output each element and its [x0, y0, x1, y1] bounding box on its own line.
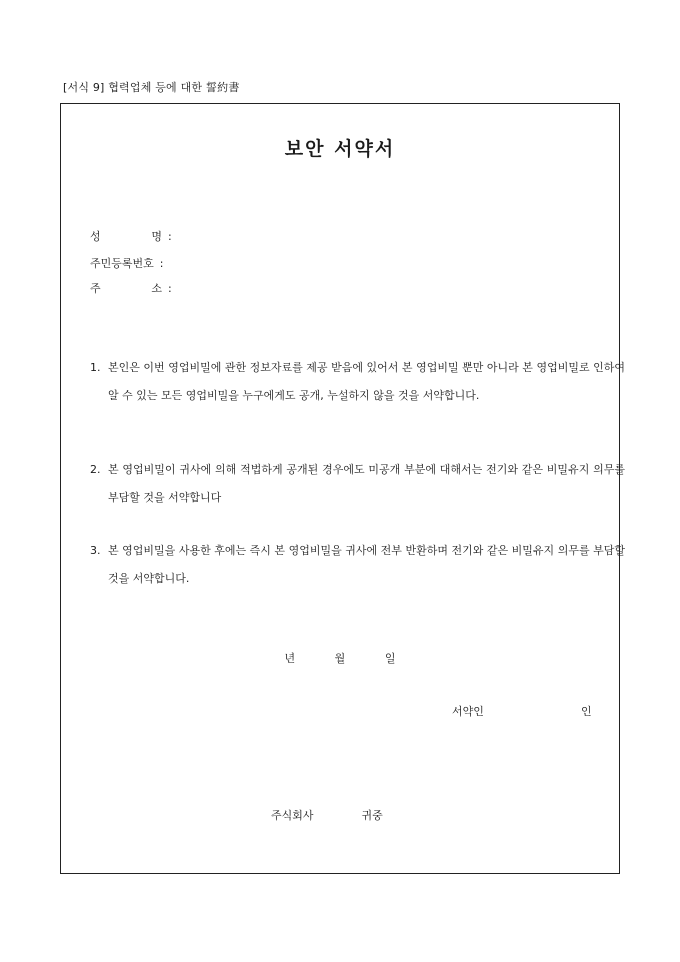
address-label: 주 소 [90, 282, 162, 295]
addressee-company: 주식회사 [271, 809, 314, 822]
clause-1-text: 본인은 이번 영업비밀에 관한 정보자료를 제공 받음에 있어서 본 영업비밀 뿐만 아니라 본 영업비밀로 인하여 알 수 있는 모든 영업비밀을 누구에게도 공개, 누설하지 않을 것을 서약합니다. [108, 361, 625, 402]
date-year-label: 년 [284, 652, 296, 665]
address-field [90, 280, 172, 296]
clause-3-text: 본 영업비밀을 사용한 후에는 즉시 본 영업비밀을 귀사에 전부 반환하며 전기와 같은 비밀유지 의무를 부담할 것을 서약합니다. [108, 544, 625, 585]
clause-3 [90, 537, 625, 592]
seal-label: 인 [581, 705, 592, 718]
name-label: 성 명 [90, 230, 162, 243]
date-month-label: 월 [334, 652, 346, 665]
form-caption: [서식 9] 협력업체 등에 대한 誓約書 [63, 81, 240, 94]
clause-1-number: 1. [90, 361, 101, 374]
clause-1 [90, 354, 625, 409]
resident-number-field [90, 255, 163, 271]
pledge-document [60, 103, 625, 874]
name-field [90, 228, 172, 244]
document-title: 보안 서약서 [284, 138, 396, 160]
addressee-honorific: 귀중 [361, 809, 383, 822]
clause-2-number: 2. [90, 463, 101, 476]
address-colon: : [168, 282, 172, 295]
date-line [61, 650, 619, 666]
name-colon: : [168, 230, 172, 243]
resident-number-label: 주민등록번호 [90, 257, 154, 270]
pledger-label: 서약인 [452, 705, 484, 718]
clause-3-number: 3. [90, 544, 101, 557]
resident-number-colon: : [159, 257, 164, 270]
date-day-label: 일 [384, 652, 396, 665]
clause-2-text: 본 영업비밀이 귀사에 의해 적법하게 공개된 경우에도 미공개 부분에 대해서는 전기와 같은 비밀유지 의무를 부담할 것을 서약합니다 [108, 463, 625, 504]
addressee-line [271, 807, 383, 823]
clause-2 [90, 456, 625, 511]
